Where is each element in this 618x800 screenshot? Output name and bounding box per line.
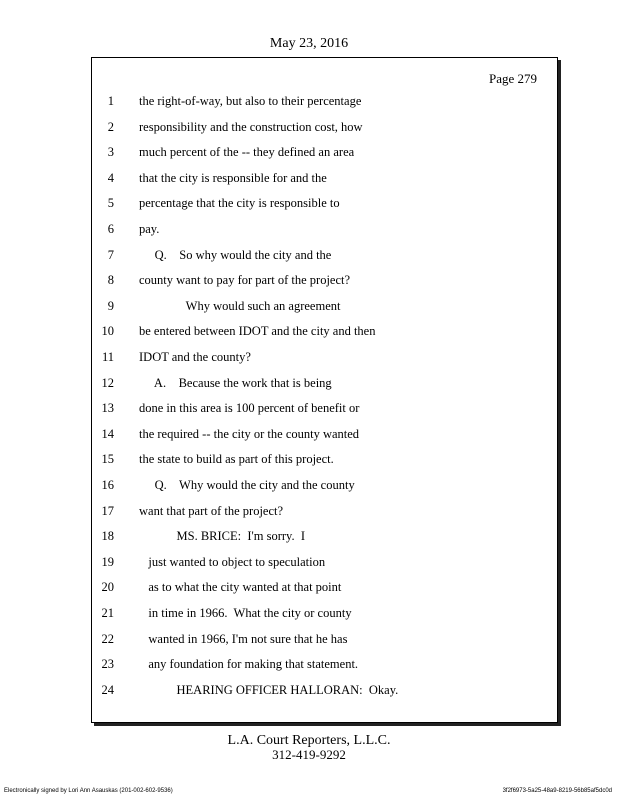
line-number: 21 bbox=[101, 606, 114, 620]
line-number: 11 bbox=[101, 350, 114, 364]
transcript-line bbox=[92, 452, 557, 472]
line-text: responsibility and the construction cost, how bbox=[139, 119, 363, 134]
transcript-line bbox=[92, 632, 557, 652]
line-number: 20 bbox=[101, 580, 114, 595]
transcript-line bbox=[92, 606, 557, 626]
line-number: 10 bbox=[101, 324, 114, 339]
transcript-line bbox=[92, 555, 557, 575]
line-number: 8 bbox=[107, 273, 114, 288]
line-number: 19 bbox=[101, 554, 114, 569]
page-number: Page 279 bbox=[488, 71, 537, 86]
line-number: 16 bbox=[101, 478, 114, 492]
transcript-line bbox=[92, 145, 557, 165]
line-number: 12 bbox=[101, 375, 114, 390]
line-number: 13 bbox=[101, 401, 114, 416]
reporter-phone: 312-419-9292 bbox=[272, 747, 346, 762]
transcript-line bbox=[92, 196, 557, 216]
transcript-line bbox=[92, 478, 557, 498]
transcript-line bbox=[92, 120, 557, 140]
transcript-line bbox=[92, 350, 557, 370]
line-text: A. Because the work that is being bbox=[139, 375, 332, 390]
line-number: 6 bbox=[107, 222, 114, 236]
line-text: Q. So why would the city and the bbox=[139, 247, 332, 262]
line-number: 23 bbox=[101, 657, 114, 672]
line-text: Why would such an agreement bbox=[139, 298, 341, 313]
line-text: IDOT and the county? bbox=[139, 350, 251, 364]
line-number: 1 bbox=[107, 94, 114, 108]
line-text: MS. BRICE: I'm sorry. I bbox=[139, 529, 306, 544]
line-text: percentage that the city is responsible to bbox=[139, 196, 340, 211]
document-hash: 3f2f6973-5a25-48a9-8219-56b85af5dc0d bbox=[502, 788, 612, 794]
line-text: any foundation for making that statement. bbox=[139, 657, 359, 672]
transcript-line bbox=[92, 376, 557, 396]
transcript-line bbox=[92, 94, 557, 114]
transcript-line bbox=[92, 324, 557, 344]
transcript-line bbox=[92, 299, 557, 319]
transcript-page bbox=[91, 57, 558, 723]
line-number: 4 bbox=[107, 170, 114, 185]
line-text: much percent of the -- they defined an area bbox=[139, 145, 355, 160]
line-number: 15 bbox=[101, 452, 114, 467]
line-number: 7 bbox=[107, 247, 114, 262]
transcript-line bbox=[92, 683, 557, 703]
transcript-line bbox=[92, 171, 557, 191]
line-text: want that part of the project? bbox=[139, 503, 284, 518]
line-number: 24 bbox=[101, 682, 114, 697]
line-number: 5 bbox=[107, 196, 114, 211]
line-text: the state to build as part of this project. bbox=[139, 452, 334, 467]
line-text: that the city is responsible for and the bbox=[139, 170, 327, 185]
line-text: the required -- the city or the county wanted bbox=[139, 426, 360, 441]
line-text: county want to pay for part of the project? bbox=[139, 273, 351, 288]
transcript-line bbox=[92, 401, 557, 421]
line-number: 3 bbox=[107, 145, 114, 160]
line-text: pay. bbox=[139, 222, 160, 236]
transcript-line bbox=[92, 657, 557, 677]
line-number: 17 bbox=[101, 503, 114, 518]
transcript-line bbox=[92, 273, 557, 293]
line-number: 9 bbox=[107, 298, 114, 313]
line-text: in time in 1966. What the city or county bbox=[139, 606, 352, 620]
line-number: 2 bbox=[107, 119, 114, 134]
line-text: just wanted to object to speculation bbox=[139, 554, 326, 569]
line-text: wanted in 1966, I'm not sure that he has bbox=[139, 631, 348, 646]
line-text: the right-of-way, but also to their percentage bbox=[139, 94, 362, 108]
line-text: done in this area is 100 percent of benefit or bbox=[139, 401, 360, 416]
line-number: 14 bbox=[101, 426, 114, 441]
transcript-date: May 23, 2016 bbox=[269, 36, 349, 51]
reporter-company: L.A. Court Reporters, L.L.C. bbox=[227, 733, 391, 748]
line-text: HEARING OFFICER HALLORAN: Okay. bbox=[139, 682, 399, 697]
transcript-line bbox=[92, 427, 557, 447]
line-text: as to what the city wanted at that point bbox=[139, 580, 342, 595]
line-text: be entered between IDOT and the city and then bbox=[139, 324, 376, 339]
line-number: 22 bbox=[101, 631, 114, 646]
line-number: 18 bbox=[101, 529, 114, 544]
transcript-line bbox=[92, 222, 557, 242]
transcript-line bbox=[92, 529, 557, 549]
transcript-line bbox=[92, 248, 557, 268]
line-text: Q. Why would the city and the county bbox=[139, 478, 355, 492]
electronic-signature: Electronically signed by Lori Ann Asauskas (201-002-602-9536) bbox=[4, 788, 173, 794]
transcript-line bbox=[92, 580, 557, 600]
transcript-line bbox=[92, 504, 557, 524]
